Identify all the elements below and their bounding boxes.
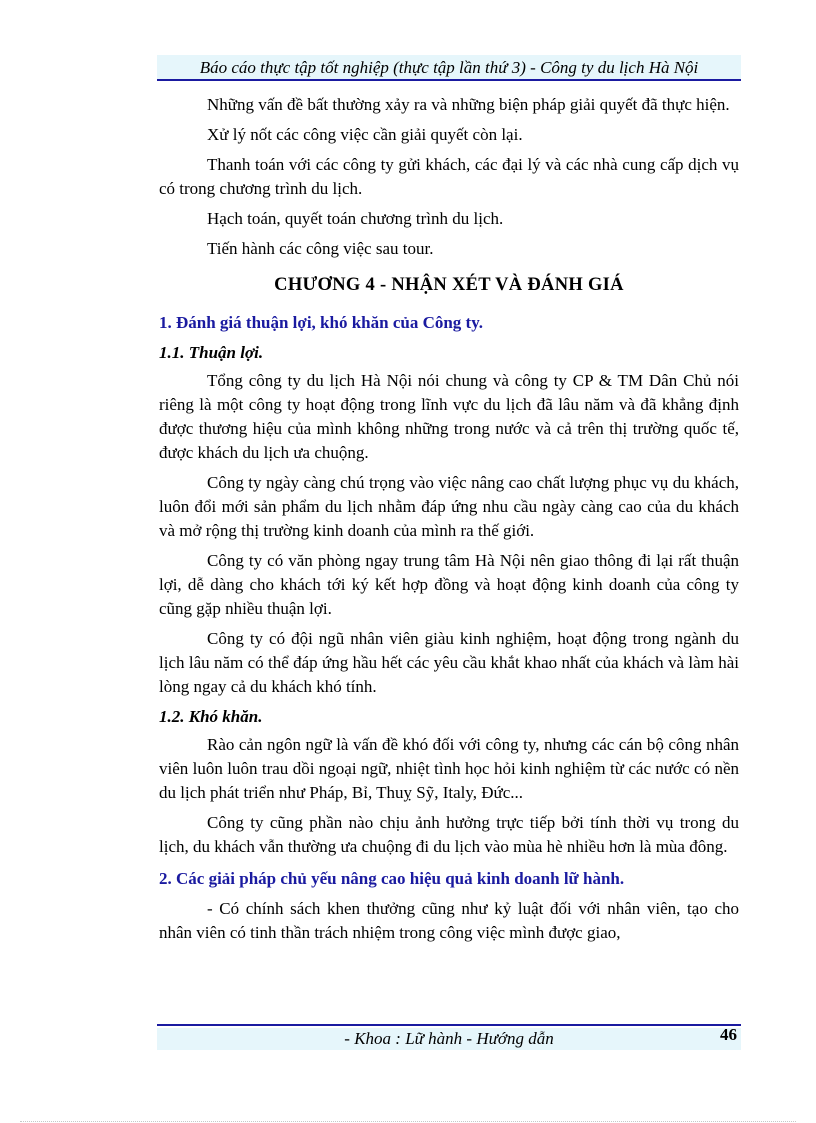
section-heading-1: 1. Đánh giá thuận lợi, khó khăn của Công ty. (159, 313, 484, 332)
document-body (159, 93, 739, 951)
paragraph: Công ty ngày càng chú trọng vào việc nâng cao chất lượng phục vụ du khách, luôn đổi mới sản phẩm du lịch nhằm đáp ứng nhu cầu ngày càng cao của du khách và mở rộng thị trường kinh doanh của mình ra thế giới. (159, 473, 739, 540)
footer-rule (157, 1024, 741, 1026)
paragraph: Tổng công ty du lịch Hà Nội nói chung và công ty CP & TM Dân Chủ nói riêng là một công ty hoạt động trong lĩnh vực du lịch đã lâu năm và đã khẳng định được thương hiệu của mình không những trong nước và cả trên thị trường quốc tế, được khách du lịch ưa chuộng. (159, 371, 739, 462)
chapter-title: CHƯƠNG 4 - NHẬN XÉT VÀ ĐÁNH GIÁ (274, 275, 624, 295)
paragraph: - Có chính sách khen thưởng cũng như kỷ luật đối với nhân viên, tạo cho nhân viên có tinh thần trách nhiệm trong công việc mình được giao, (159, 899, 739, 942)
paragraph: Xử lý nốt các công việc cần giải quyết còn lại. (207, 125, 523, 144)
header-title: Báo cáo thực tập tốt nghiệp (thực tập lần thứ 3) - Công ty du lịch Hà Nội (199, 58, 699, 77)
page-edge-divider (20, 1121, 796, 1122)
page-footer (157, 1025, 741, 1050)
paragraph: Công ty có đội ngũ nhân viên giàu kinh nghiệm, hoạt động trong ngành du lịch lâu năm có thể đáp ứng hầu hết các yêu cầu khắt khao nhất của khách và làm hài lòng ngay cả du khách khó tính. (159, 629, 739, 696)
page-number: 46 (720, 1025, 737, 1044)
footer-text: - Khoa : Lữ hành - Hướng dẫn (344, 1029, 554, 1048)
paragraph: Tiến hành các công việc sau tour. (207, 239, 434, 258)
page-header (157, 55, 741, 81)
subsection-heading-1-1: 1.1. Thuận lợi. (159, 343, 264, 362)
paragraph: Thanh toán với các công ty gửi khách, các đại lý và các nhà cung cấp dịch vụ có trong chương trình du lịch. (159, 155, 739, 198)
paragraph: Công ty cũng phần nào chịu ảnh hưởng trực tiếp bởi tính thời vụ trong du lịch, du khách vẫn thường ưa chuộng đi du lịch vào mùa hè nhiều hơn là mùa đông. (159, 813, 739, 856)
paragraph: Rào cản ngôn ngữ là vấn đề khó đối với công ty, nhưng các cán bộ công nhân viên luôn luôn trau dồi ngoại ngữ, nhiệt tình học hỏi kinh nghiệm từ các nước có nền du lịch phát triển như Pháp, Bỉ, Thuỵ Sỹ, Italy, Đức... (159, 735, 739, 802)
subsection-heading-1-2: 1.2. Khó khăn. (159, 707, 263, 726)
paragraph: Hạch toán, quyết toán chương trình du lịch. (207, 209, 504, 228)
paragraph: Công ty có văn phòng ngay trung tâm Hà Nội nên giao thông đi lại rất thuận lợi, dễ dàng cho khách tới ký kết hợp đồng và hoạt động kinh doanh của công ty cũng gặp nhiều thuận lợi. (159, 551, 739, 618)
paragraph: Những vấn đề bất thường xảy ra và những biện pháp giải quyết đã thực hiện. (207, 95, 730, 114)
section-heading-2: 2. Các giải pháp chủ yếu nâng cao hiệu quả kinh doanh lữ hành. (159, 869, 625, 888)
